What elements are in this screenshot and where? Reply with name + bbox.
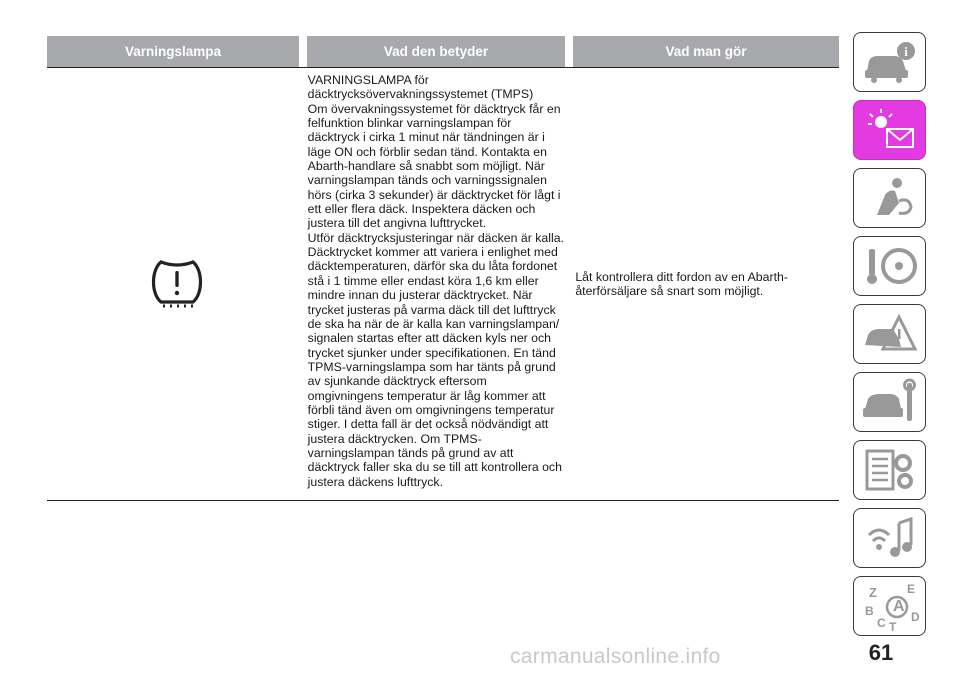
meaning-paragraph: Utför däcktrycksjusteringar när däcken är kalla. Däcktrycket kommer att variera i enlighet med däcktemperaturen, därför ska du låta fordonet stå i 1 timme eller endast köra 1,6 km eller mindre innan du justerar däcktrycket. När trycket justeras på varma däck till det lufttryck de ska ha när de är kalla kan varningslampan/ signalen startas efter att däcken kyls ner och trycket sjunker under specifikationen. En tänd TPMS-varningslampa som har tänts på grund av sjunkande däcktryck eftersom omgivningens temperatur är låg kommer att förbli tänd även om omgivningens temperatur stiger. I detta fall är det också nödvändigt att justera däcktrycken. Om TPMS-varningslampan tänds på grund av att däcktryck faller ska du se till att kontrollera och justera däckens lufttryck. [307,230,564,489]
tab-multimedia[interactable] [853,508,926,568]
svg-text:i: i [903,44,908,59]
key-steering-wheel-icon [859,241,921,291]
tab-maintenance[interactable] [853,372,926,432]
action-text: Låt kontrollera ditt fordon av en Abarth-återförsäljare så snart som möjligt. [575,269,788,298]
svg-text:D: D [910,610,920,624]
chapter-sidebar [853,32,928,644]
action-cell [575,68,839,500]
tab-warning-lights[interactable] [853,100,926,160]
page-number: 61 [868,640,894,665]
tab-safety[interactable] [853,168,926,228]
lamp-cell [47,68,307,500]
tab-car-info[interactable] [853,32,926,92]
car-emergency-icon [859,309,921,359]
technical-data-icon [859,445,921,495]
multimedia-icon [859,513,921,563]
warning-light-message-icon [859,105,921,155]
alphabetical-index-icon [859,581,921,631]
tab-starting-driving[interactable] [853,236,926,296]
table-row [47,68,839,501]
header-action: Vad man gör [573,36,839,67]
car-info-icon [859,37,921,87]
tab-technical-data[interactable] [853,440,926,500]
svg-text:C: C [876,616,886,630]
seat-airbag-icon [859,173,921,223]
tab-emergency[interactable] [853,304,926,364]
svg-text:T: T [888,620,896,631]
watermark: carmanualsonline.info [510,645,721,668]
header-warning-lamp: Varningslampa [47,36,299,67]
tab-index[interactable] [853,576,926,636]
table-header [47,36,839,68]
svg-text:B: B [864,604,874,618]
car-maintenance-icon [859,377,921,427]
tpms-warning-icon [147,256,207,312]
header-meaning: Vad den betyder [307,36,565,67]
meaning-title: VARNINGSLAMPA för däcktrycksövervakningssystemet (TMPS) [307,73,534,102]
svg-text:E: E [906,582,915,596]
svg-text:Z: Z [868,585,877,600]
svg-text:A: A [892,598,905,615]
warning-table [47,36,839,501]
meaning-cell [307,68,576,500]
meaning-paragraph: Om övervakningssystemet för däcktryck får en felfunktion blinkar varningslampan för däcktryck i cirka 1 minut när tändningen är i läge ON och förblir sedan tänd. Kontakta en Abarth-handlare så snabbt som möjligt. När varningslampan tänds och varningssignalen hörs (cirka 3 sekunder) är däcktrycket för lågt i ett eller flera däck. Inspektera däcken och justera till det angivna lufttrycket. [307,101,561,231]
